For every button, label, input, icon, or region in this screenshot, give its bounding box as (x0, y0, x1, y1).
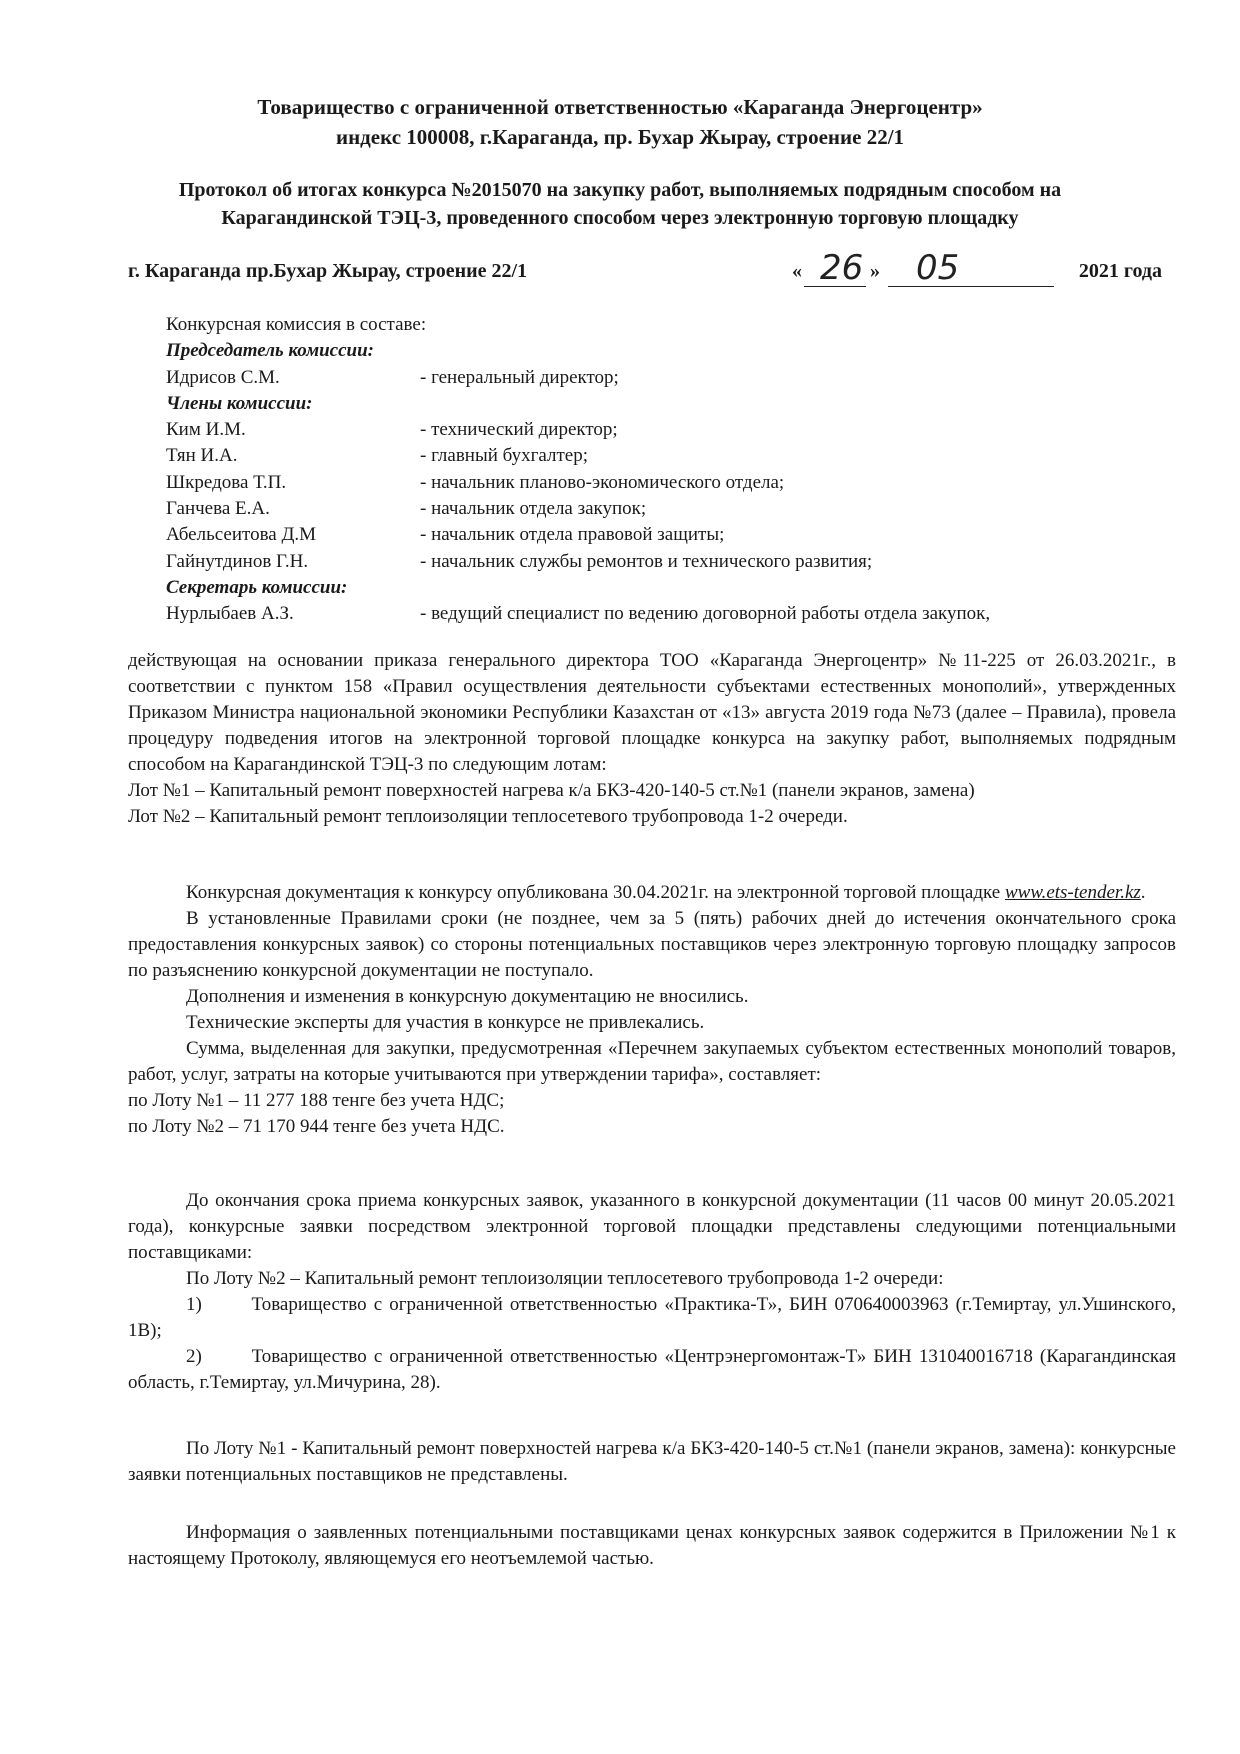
bids-section (128, 1188, 1176, 1396)
lot-1-line: Лот №1 – Капитальный ремонт поверхностей нагрева к/а БКЗ-420-140-5 ст.№1 (панели экранов, замена) (128, 780, 975, 801)
member-name: Нурлыбаев А.З. (166, 603, 294, 625)
bidder-number: 2) (186, 1346, 202, 1367)
member-role: - генеральный директор; (420, 366, 619, 388)
basis-paragraph: действующая на основании приказа генерального директора ТОО «Караганда Энергоцентр» №11-225 от 26.03.2021г., в соответствии с пунктом 158 «Правил осуществления деятельности субъектами естественных монополий», утвержденных Приказом Министра национальной экономики Республики Казахстан от «13» августа 2019 года №73 (далее – Правила), провела процедуру подведения итогов на электронной торговой площадке конкурса на закупку работ, выполняемых подрядным способом на Карагандинской ТЭЦ-3 по следующим лотам: (128, 650, 1176, 775)
committee-intro-row (166, 312, 1166, 338)
protocol-title-line1: Протокол об итогах конкурса №2015070 на закупку работ, выполняемых подрядным способом на (178, 179, 1062, 201)
committee-row (166, 443, 1166, 469)
bidder-text: Товарищество с ограниченной ответственностью «Практика-Т», БИН 070640003963 (г.Темиртау, ул.Ушинского, 1В); (128, 1294, 1176, 1341)
document-place: г. Караганда пр.Бухар Жырау, строение 22/1 (128, 260, 528, 282)
member-role: - начальник отдела правовой защиты; (420, 524, 725, 546)
member-role: - главный бухгалтер; (420, 445, 588, 467)
date-day-line (804, 286, 866, 287)
member-name: Гайнутдинов Г.Н. (166, 550, 309, 572)
member-name: Тян И.А. (166, 445, 238, 467)
committee-row (166, 549, 1166, 575)
company-address: индекс 100008, г.Караганда, пр. Бухар Жырау, строение 22/1 (335, 125, 905, 149)
budget-paragraph: Сумма, выделенная для закупки, предусмотренная «Перечнем закупаемых субъектом естественных монополий товаров, работ, услуг, затраты на которые учитываются при утверждении тарифа», составляет: (128, 1038, 1176, 1085)
bidder-number: 1) (186, 1294, 202, 1315)
member-role: - начальник службы ремонтов и технического развития; (420, 550, 873, 572)
company-header (0, 92, 1240, 152)
company-name: Товарищество с ограниченной ответственностью «Караганда Энергоцентр» (257, 95, 983, 119)
document-date (792, 248, 1162, 288)
lot-1-result-paragraph: По Лоту №1 - Капитальный ремонт поверхностей нагрева к/а БКЗ-420-140-5 ст.№1 (панели экранов, замена): конкурсные заявки потенциальных поставщиков не представлены. (128, 1438, 1176, 1485)
chair-title: Председатель комиссии: (166, 340, 374, 362)
bidder-item (128, 1292, 1176, 1344)
committee-list (166, 312, 1166, 628)
committee-row (166, 522, 1166, 548)
member-role: - технический директор; (420, 419, 618, 441)
lot-2-bids-heading: По Лоту №2 – Капитальный ремонт теплоизоляции теплосетевого трубопровода 1-2 очереди: (186, 1268, 944, 1289)
ets-tender-link[interactable]: www.ets-tender.kz (1004, 882, 1141, 903)
bidder-text: Товарищество с ограниченной ответственностью «Центрэнергомонтаж-Т» БИН 131040016718 (Карагандинская область, г.Темиртау, ул.Мичурина, 28). (128, 1346, 1176, 1393)
price-info-section (128, 1520, 1176, 1572)
committee-row (166, 365, 1166, 391)
experts-paragraph: Технические эксперты для участия в конкурсе не привлекались. (186, 1012, 705, 1033)
member-role: - начальник планово-экономического отдела; (420, 471, 785, 493)
price-info-paragraph: Информация о заявленных потенциальными поставщиками ценах конкурсных заявок содержится в Приложении №1 к настоящему Протоколу, являющемуся его неотъемлемой частью. (128, 1522, 1176, 1569)
date-month-handwritten: 05 (916, 248, 960, 288)
chair-title-row (166, 338, 1166, 364)
committee-row (166, 417, 1166, 443)
member-name: Шкредова Т.П. (166, 471, 287, 493)
committee-row (166, 496, 1166, 522)
publication-end: . (1140, 882, 1146, 903)
members-title-row (166, 391, 1166, 417)
member-name: Ганчева Е.А. (166, 498, 270, 520)
member-role: - ведущий специалист по ведению договорной работы отдела закупок, (420, 603, 991, 625)
members-title: Члены комиссии: (166, 392, 313, 414)
committee-intro: Конкурсная комиссия в составе: (166, 314, 427, 335)
protocol-title-line2: Карагандинской ТЭЦ-3, проведенного способом через электронную торговую площадку (221, 207, 1019, 229)
protocol-title (0, 176, 1240, 232)
member-role: - начальник отдела закупок; (420, 498, 647, 520)
clarification-paragraph: В установленные Правилами сроки (не позднее, чем за 5 (пять) рабочих дней до истечения окончательного срока предоставления конкурсных заявок) со стороны потенциальных поставщиков через электронную торговую площадку запросов по разъяснению конкурсной документации не поступало. (128, 908, 1176, 981)
amendments-paragraph: Дополнения и изменения в конкурсную документацию не вносились. (186, 986, 749, 1007)
lot-2-line: Лот №2 – Капитальный ремонт теплоизоляции теплосетевого трубопровода 1-2 очереди. (128, 806, 848, 827)
committee-row (166, 470, 1166, 496)
secretary-title: Секретарь комиссии: (166, 576, 348, 598)
date-day-handwritten: 26 (820, 248, 864, 288)
committee-row (166, 601, 1166, 627)
budget-lot-1: по Лоту №1 – 11 277 188 тенге без учета НДС; (128, 1090, 505, 1111)
member-name: Идрисов С.М. (166, 366, 280, 388)
date-close-quote: » (870, 260, 880, 282)
publication-paragraph (128, 880, 1176, 906)
publication-text: Конкурсная документация к конкурсу опубликована 30.04.2021г. на электронной торговой площадке (186, 882, 1001, 903)
budget-lot-2: по Лоту №2 – 71 170 944 тенге без учета НДС. (128, 1116, 505, 1137)
documentation-section (128, 880, 1176, 1140)
bids-deadline-paragraph: До окончания срока приема конкурсных заявок, указанного в конкурсной документации (11 часов 00 минут 20.05.2021 года), конкурсные заявки посредством электронной торговой площадки представлены следующими потенциальными поставщиками: (128, 1190, 1176, 1263)
basis-section (128, 648, 1176, 830)
bidder-item (128, 1344, 1176, 1396)
date-open-quote: « (792, 260, 802, 282)
member-name: Абельсеитова Д.М (166, 524, 317, 546)
lot-1-result-section (128, 1436, 1176, 1488)
date-year: 2021 года (1078, 260, 1162, 282)
date-month-line (888, 286, 1054, 287)
secretary-title-row (166, 575, 1166, 601)
member-name: Ким И.М. (166, 419, 246, 441)
